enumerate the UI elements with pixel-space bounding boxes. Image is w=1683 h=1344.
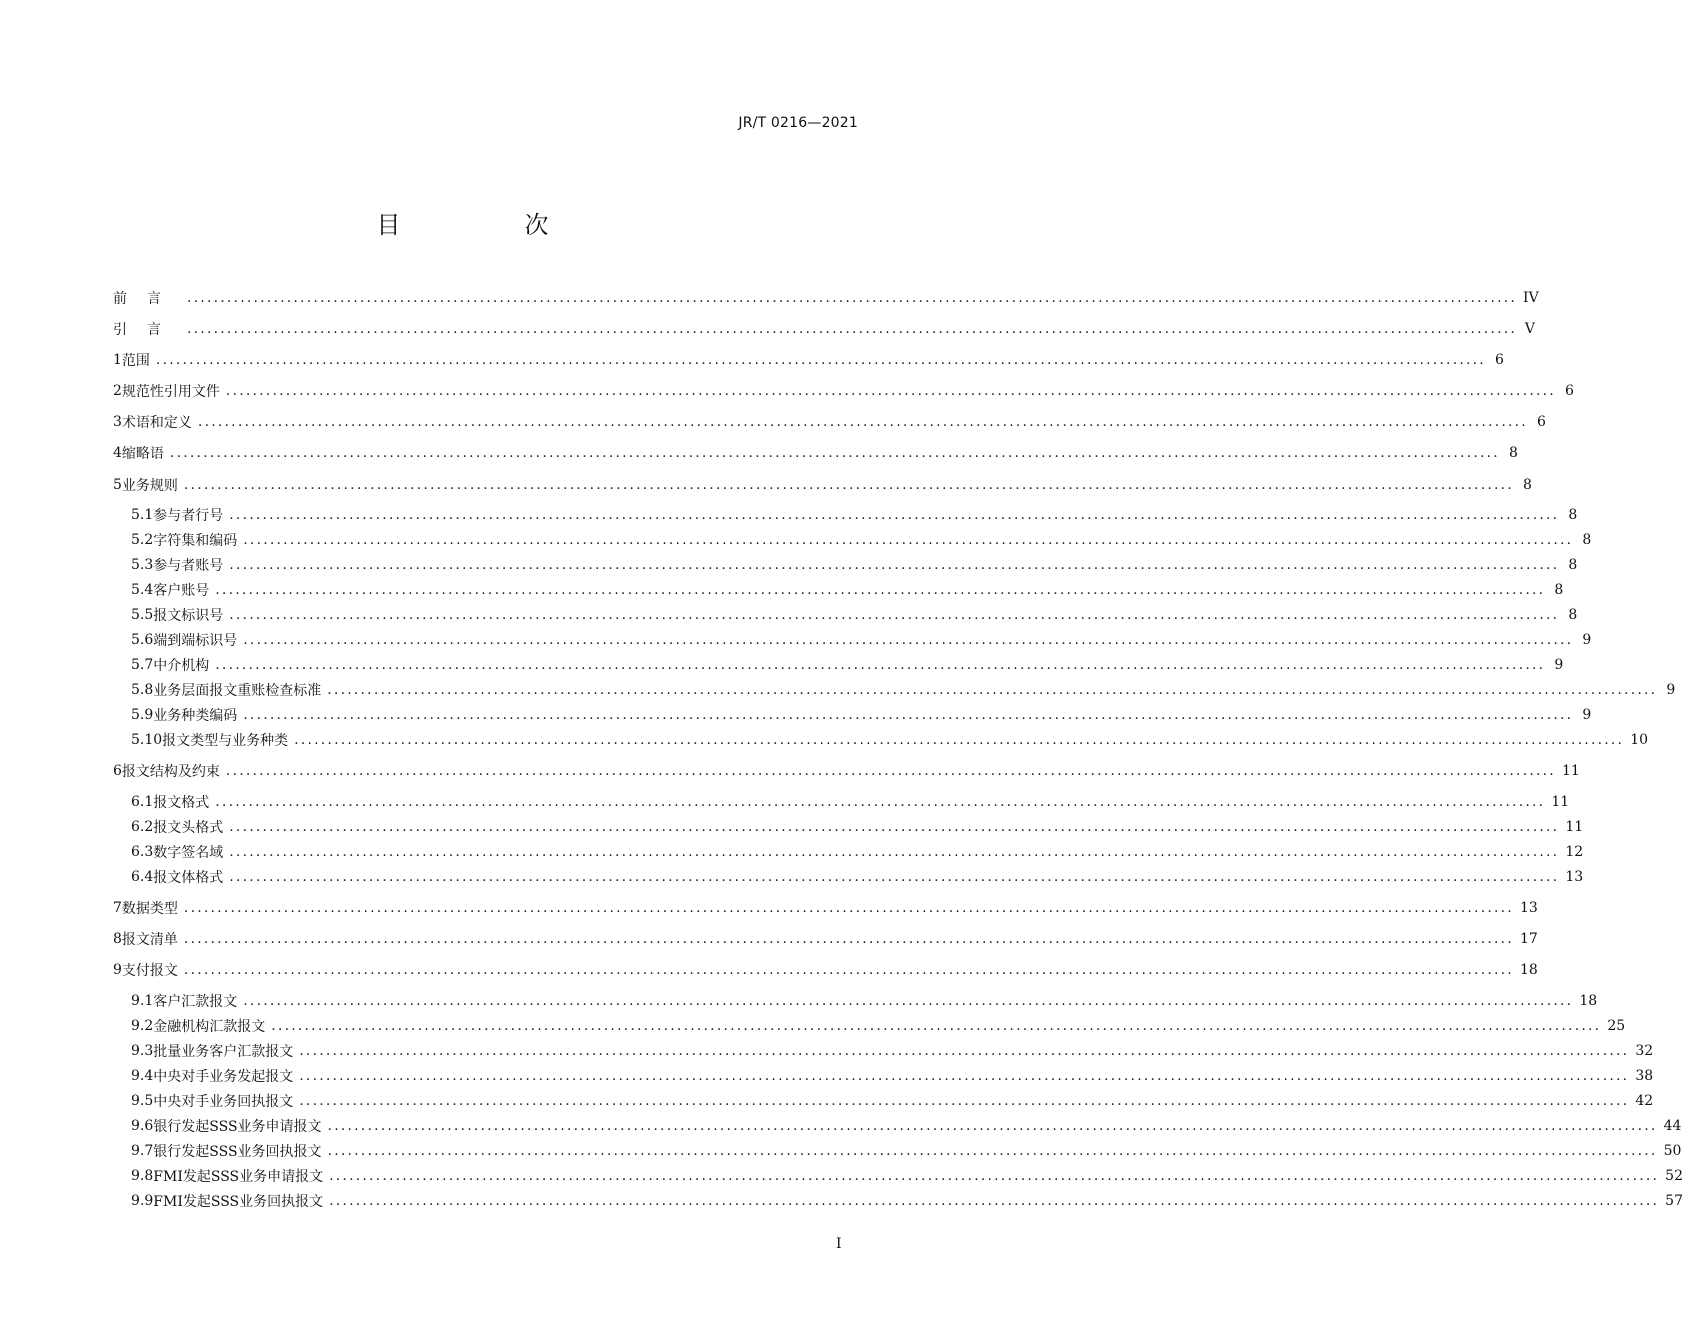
toc-entry-number: 5.6 <box>131 632 154 648</box>
toc-entry[interactable] <box>113 929 1538 949</box>
dot-leader: ........................................................................................................................................................................................................ <box>299 1043 1630 1059</box>
dot-leader: ........................................................................................................................................................................................................ <box>299 1093 1630 1109</box>
toc-entry-number: 9.5 <box>131 1093 154 1109</box>
toc-entry-number: 3 <box>113 414 122 430</box>
toc-entry-title: 银行发起SSS业务申请报文 <box>153 1119 322 1135</box>
dot-leader: ........................................................................................................................................................................................................ <box>183 931 1514 947</box>
toc-entry-title: 金融机构汇款报文 <box>153 1019 266 1035</box>
toc-entry-page: 8 <box>1582 532 1592 548</box>
toc-entry-title: 前言 <box>113 291 181 307</box>
toc-entry-title: 引言 <box>113 322 181 338</box>
toc-entry-number: 4 <box>113 445 122 461</box>
dot-leader: ........................................................................................................................................................................................................ <box>215 582 1546 598</box>
toc-entry-page: 11 <box>1561 763 1580 779</box>
toc-entry-number: 6 <box>113 763 122 779</box>
toc-entry[interactable] <box>131 817 1584 837</box>
toc-entry-title: 中介机构 <box>153 658 210 674</box>
toc-entry[interactable] <box>131 842 1584 862</box>
toc-entry-title: 术语和定义 <box>121 415 192 431</box>
toc-entry-page: 13 <box>1565 869 1584 885</box>
toc-entry[interactable] <box>131 555 1578 575</box>
toc-entry-page: 8 <box>1509 445 1518 461</box>
dot-leader: ........................................................................................................................................................................................................ <box>169 445 1500 461</box>
toc-entry[interactable] <box>131 1116 1682 1136</box>
toc-entry-title: 报文结构及约束 <box>121 764 220 780</box>
toc-entry-page: 17 <box>1519 931 1538 947</box>
toc-entry[interactable] <box>113 898 1538 918</box>
toc-entry-page: 32 <box>1635 1043 1654 1059</box>
toc-entry-title: 中央对手业务回执报文 <box>153 1094 294 1110</box>
toc-entry-page: V <box>1524 321 1536 337</box>
toc-entry-number: 6.4 <box>131 869 154 885</box>
dot-leader: ........................................................................................................................................................................................................ <box>225 383 1556 399</box>
dot-leader: ........................................................................................................................................................................................................ <box>299 1068 1630 1084</box>
toc-entry-page: 18 <box>1519 962 1538 978</box>
toc-entry-number: 8 <box>113 931 122 947</box>
toc-entry-title: 业务种类编码 <box>153 708 238 724</box>
toc-entry-number: 9.1 <box>131 993 154 1009</box>
toc-entry-page: 42 <box>1635 1093 1654 1109</box>
toc-entry-number: 5.8 <box>131 682 154 698</box>
dot-leader: ........................................................................................................................................................................................................ <box>327 1143 1658 1159</box>
toc-entry-number: 5.9 <box>131 707 154 723</box>
toc-entry-title: 客户账号 <box>153 583 210 599</box>
toc-entry-title: 客户汇款报文 <box>153 994 238 1010</box>
toc-entry-title: 报文类型与业务种类 <box>162 733 289 749</box>
toc-entry-title: 报文格式 <box>153 795 210 811</box>
toc-entry[interactable] <box>131 680 1676 700</box>
dot-leader: ........................................................................................................................................................................................................ <box>229 507 1560 523</box>
dot-leader: ........................................................................................................................................................................................................ <box>225 763 1556 779</box>
document-code: JR/T 0216—2021 <box>738 115 858 131</box>
toc-entry-number: 9.6 <box>131 1118 154 1134</box>
dot-leader: ........................................................................................................................................................................................................ <box>229 869 1560 885</box>
toc-entry[interactable] <box>131 530 1592 550</box>
toc-entry-title: 批量业务客户汇款报文 <box>153 1044 294 1060</box>
toc-entry-number: 5.10 <box>131 732 163 748</box>
dot-leader: ........................................................................................................................................................................................................ <box>183 962 1514 978</box>
dot-leader: ........................................................................................................................................................................................................ <box>243 532 1574 548</box>
toc-entry[interactable] <box>113 960 1538 980</box>
toc-entry-title: 规范性引用文件 <box>121 384 220 400</box>
toc-entry-title: FMI发起SSS业务回执报文 <box>153 1194 324 1210</box>
dot-leader: ........................................................................................................................................................................................................ <box>215 794 1546 810</box>
dot-leader: ........................................................................................................................................................................................................ <box>329 1193 1660 1209</box>
toc-entry[interactable] <box>131 730 1649 750</box>
dot-leader: ........................................................................................................................................................................................................ <box>215 657 1546 673</box>
toc-entry-page: 9 <box>1582 707 1592 723</box>
dot-leader: ........................................................................................................................................................................................................ <box>327 682 1658 698</box>
dot-leader: ........................................................................................................................................................................................................ <box>229 844 1560 860</box>
toc-entry-page: 6 <box>1537 414 1546 430</box>
toc-entry-page: 10 <box>1630 732 1649 748</box>
toc-entry-page: 9 <box>1554 657 1564 673</box>
toc-entry-number: 1 <box>113 352 122 368</box>
toc-entry-title: 报文标识号 <box>153 608 224 624</box>
dot-leader: ........................................................................................................................................................................................................ <box>187 321 1518 337</box>
toc-entry[interactable] <box>113 319 1536 339</box>
toc-entry[interactable] <box>113 350 1504 370</box>
dot-leader: ........................................................................................................................................................................................................ <box>155 352 1486 368</box>
toc-entry-page: 18 <box>1579 993 1598 1009</box>
toc-entry-title: 参与者行号 <box>153 508 224 524</box>
toc-entry-page: 9 <box>1666 682 1676 698</box>
toc-entry[interactable] <box>113 381 1574 401</box>
toc-entry[interactable] <box>131 630 1592 650</box>
toc-entry-number: 5 <box>113 477 122 493</box>
toc-entry-title: 数据类型 <box>121 901 178 917</box>
toc-entry-page: 11 <box>1551 794 1570 810</box>
toc-entry[interactable] <box>131 655 1564 675</box>
toc-entry-page: 8 <box>1568 507 1578 523</box>
toc-entry-title: 业务规则 <box>121 478 178 494</box>
toc-entry[interactable] <box>131 792 1570 812</box>
toc-entry-title: 缩略语 <box>121 446 164 462</box>
toc-entry[interactable] <box>131 705 1592 725</box>
toc-entry-title: 报文清单 <box>121 932 178 948</box>
toc-entry-page: IV <box>1523 290 1539 306</box>
toc-entry-title: 支付报文 <box>121 963 178 979</box>
toc-entry[interactable] <box>131 1191 1683 1211</box>
toc-entry-number: 9.3 <box>131 1043 154 1059</box>
toc-entry-title: 中央对手业务发起报文 <box>153 1069 294 1085</box>
toc-entry-number: 5.4 <box>131 582 154 598</box>
dot-leader: ........................................................................................................................................................................................................ <box>183 477 1514 493</box>
dot-leader: ........................................................................................................................................................................................................ <box>271 1018 1602 1034</box>
toc-entry-title: 数字签名域 <box>153 845 224 861</box>
toc-entry-title: 参与者账号 <box>153 558 224 574</box>
dot-leader: ........................................................................................................................................................................................................ <box>229 557 1560 573</box>
toc-entry-page: 25 <box>1607 1018 1626 1034</box>
toc-entry-page: 52 <box>1665 1168 1683 1184</box>
toc-entry[interactable] <box>131 505 1578 525</box>
dot-leader: ........................................................................................................................................................................................................ <box>327 1118 1658 1134</box>
toc-entry-number: 5.3 <box>131 557 154 573</box>
toc-entry[interactable] <box>131 867 1584 887</box>
toc-entry-number: 9 <box>113 962 122 978</box>
toc-entry-title: 范围 <box>121 353 150 369</box>
toc-entry-number: 6.1 <box>131 794 154 810</box>
toc-entry[interactable] <box>131 991 1598 1011</box>
toc-entry-page: 8 <box>1523 477 1532 493</box>
dot-leader: ........................................................................................................................................................................................................ <box>243 632 1574 648</box>
toc-entry-title: 银行发起SSS业务回执报文 <box>153 1144 322 1160</box>
toc-entry-number: 6.3 <box>131 844 154 860</box>
toc-entry[interactable] <box>113 443 1518 463</box>
dot-leader: ........................................................................................................................................................................................................ <box>229 819 1560 835</box>
toc-entry-page: 6 <box>1495 352 1504 368</box>
toc-entry-number: 5.1 <box>131 507 154 523</box>
toc-entry[interactable] <box>113 475 1532 495</box>
toc-entry-page: 8 <box>1568 607 1578 623</box>
toc-entry[interactable] <box>113 412 1546 432</box>
toc-entry-number: 6.2 <box>131 819 154 835</box>
toc-entry-page: 57 <box>1665 1193 1683 1209</box>
dot-leader: ........................................................................................................................................................................................................ <box>229 607 1560 623</box>
toc-entry-page: 11 <box>1565 819 1584 835</box>
dot-leader: ........................................................................................................................................................................................................ <box>243 993 1574 1009</box>
toc-entry-page: 44 <box>1663 1118 1682 1134</box>
toc-entry-title: 报文体格式 <box>153 870 224 886</box>
toc-entry-number: 5.7 <box>131 657 154 673</box>
toc-entry-number: 9.9 <box>131 1193 154 1209</box>
toc-entry-page: 38 <box>1635 1068 1654 1084</box>
toc-entry[interactable] <box>131 1091 1654 1111</box>
toc-entry-title: 端到端标识号 <box>153 633 238 649</box>
toc-entry[interactable] <box>113 288 1539 308</box>
toc-entry-title: 字符集和编码 <box>153 533 238 549</box>
page-title: 目 次 <box>376 211 599 239</box>
toc-entry-number: 7 <box>113 900 122 916</box>
toc-entry-page: 8 <box>1554 582 1564 598</box>
toc-entry[interactable] <box>131 1041 1654 1061</box>
toc-entry-title: 报文头格式 <box>153 820 224 836</box>
toc-entry[interactable] <box>131 1166 1683 1186</box>
dot-leader: ........................................................................................................................................................................................................ <box>294 732 1625 748</box>
toc-entry[interactable] <box>113 761 1580 781</box>
dot-leader: ........................................................................................................................................................................................................ <box>187 290 1518 306</box>
toc-entry-title: 业务层面报文重账检查标准 <box>153 683 322 699</box>
dot-leader: ........................................................................................................................................................................................................ <box>197 414 1528 430</box>
toc-entry-number: 5.2 <box>131 532 154 548</box>
toc-entry[interactable] <box>131 1066 1654 1086</box>
dot-leader: ........................................................................................................................................................................................................ <box>183 900 1514 916</box>
dot-leader: ........................................................................................................................................................................................................ <box>243 707 1574 723</box>
toc-entry-number: 5.5 <box>131 607 154 623</box>
toc-entry-number: 9.4 <box>131 1068 154 1084</box>
toc-entry-page: 13 <box>1519 900 1538 916</box>
toc-entry-page: 50 <box>1663 1143 1682 1159</box>
toc-entry[interactable] <box>131 580 1564 600</box>
toc-entry-number: 9.2 <box>131 1018 154 1034</box>
toc-entry[interactable] <box>131 1141 1682 1161</box>
toc-entry-page: 6 <box>1565 383 1574 399</box>
page-number: I <box>836 1236 842 1252</box>
toc-entry-page: 12 <box>1565 844 1584 860</box>
toc-entry[interactable] <box>131 605 1578 625</box>
dot-leader: ........................................................................................................................................................................................................ <box>329 1168 1660 1184</box>
toc-entry-number: 9.8 <box>131 1168 154 1184</box>
toc-entry-page: 8 <box>1568 557 1578 573</box>
toc-entry-number: 2 <box>113 383 122 399</box>
toc-entry[interactable] <box>131 1016 1626 1036</box>
toc-entry-title: FMI发起SSS业务申请报文 <box>153 1169 324 1185</box>
toc-entry-page: 9 <box>1582 632 1592 648</box>
toc-entry-number: 9.7 <box>131 1143 154 1159</box>
